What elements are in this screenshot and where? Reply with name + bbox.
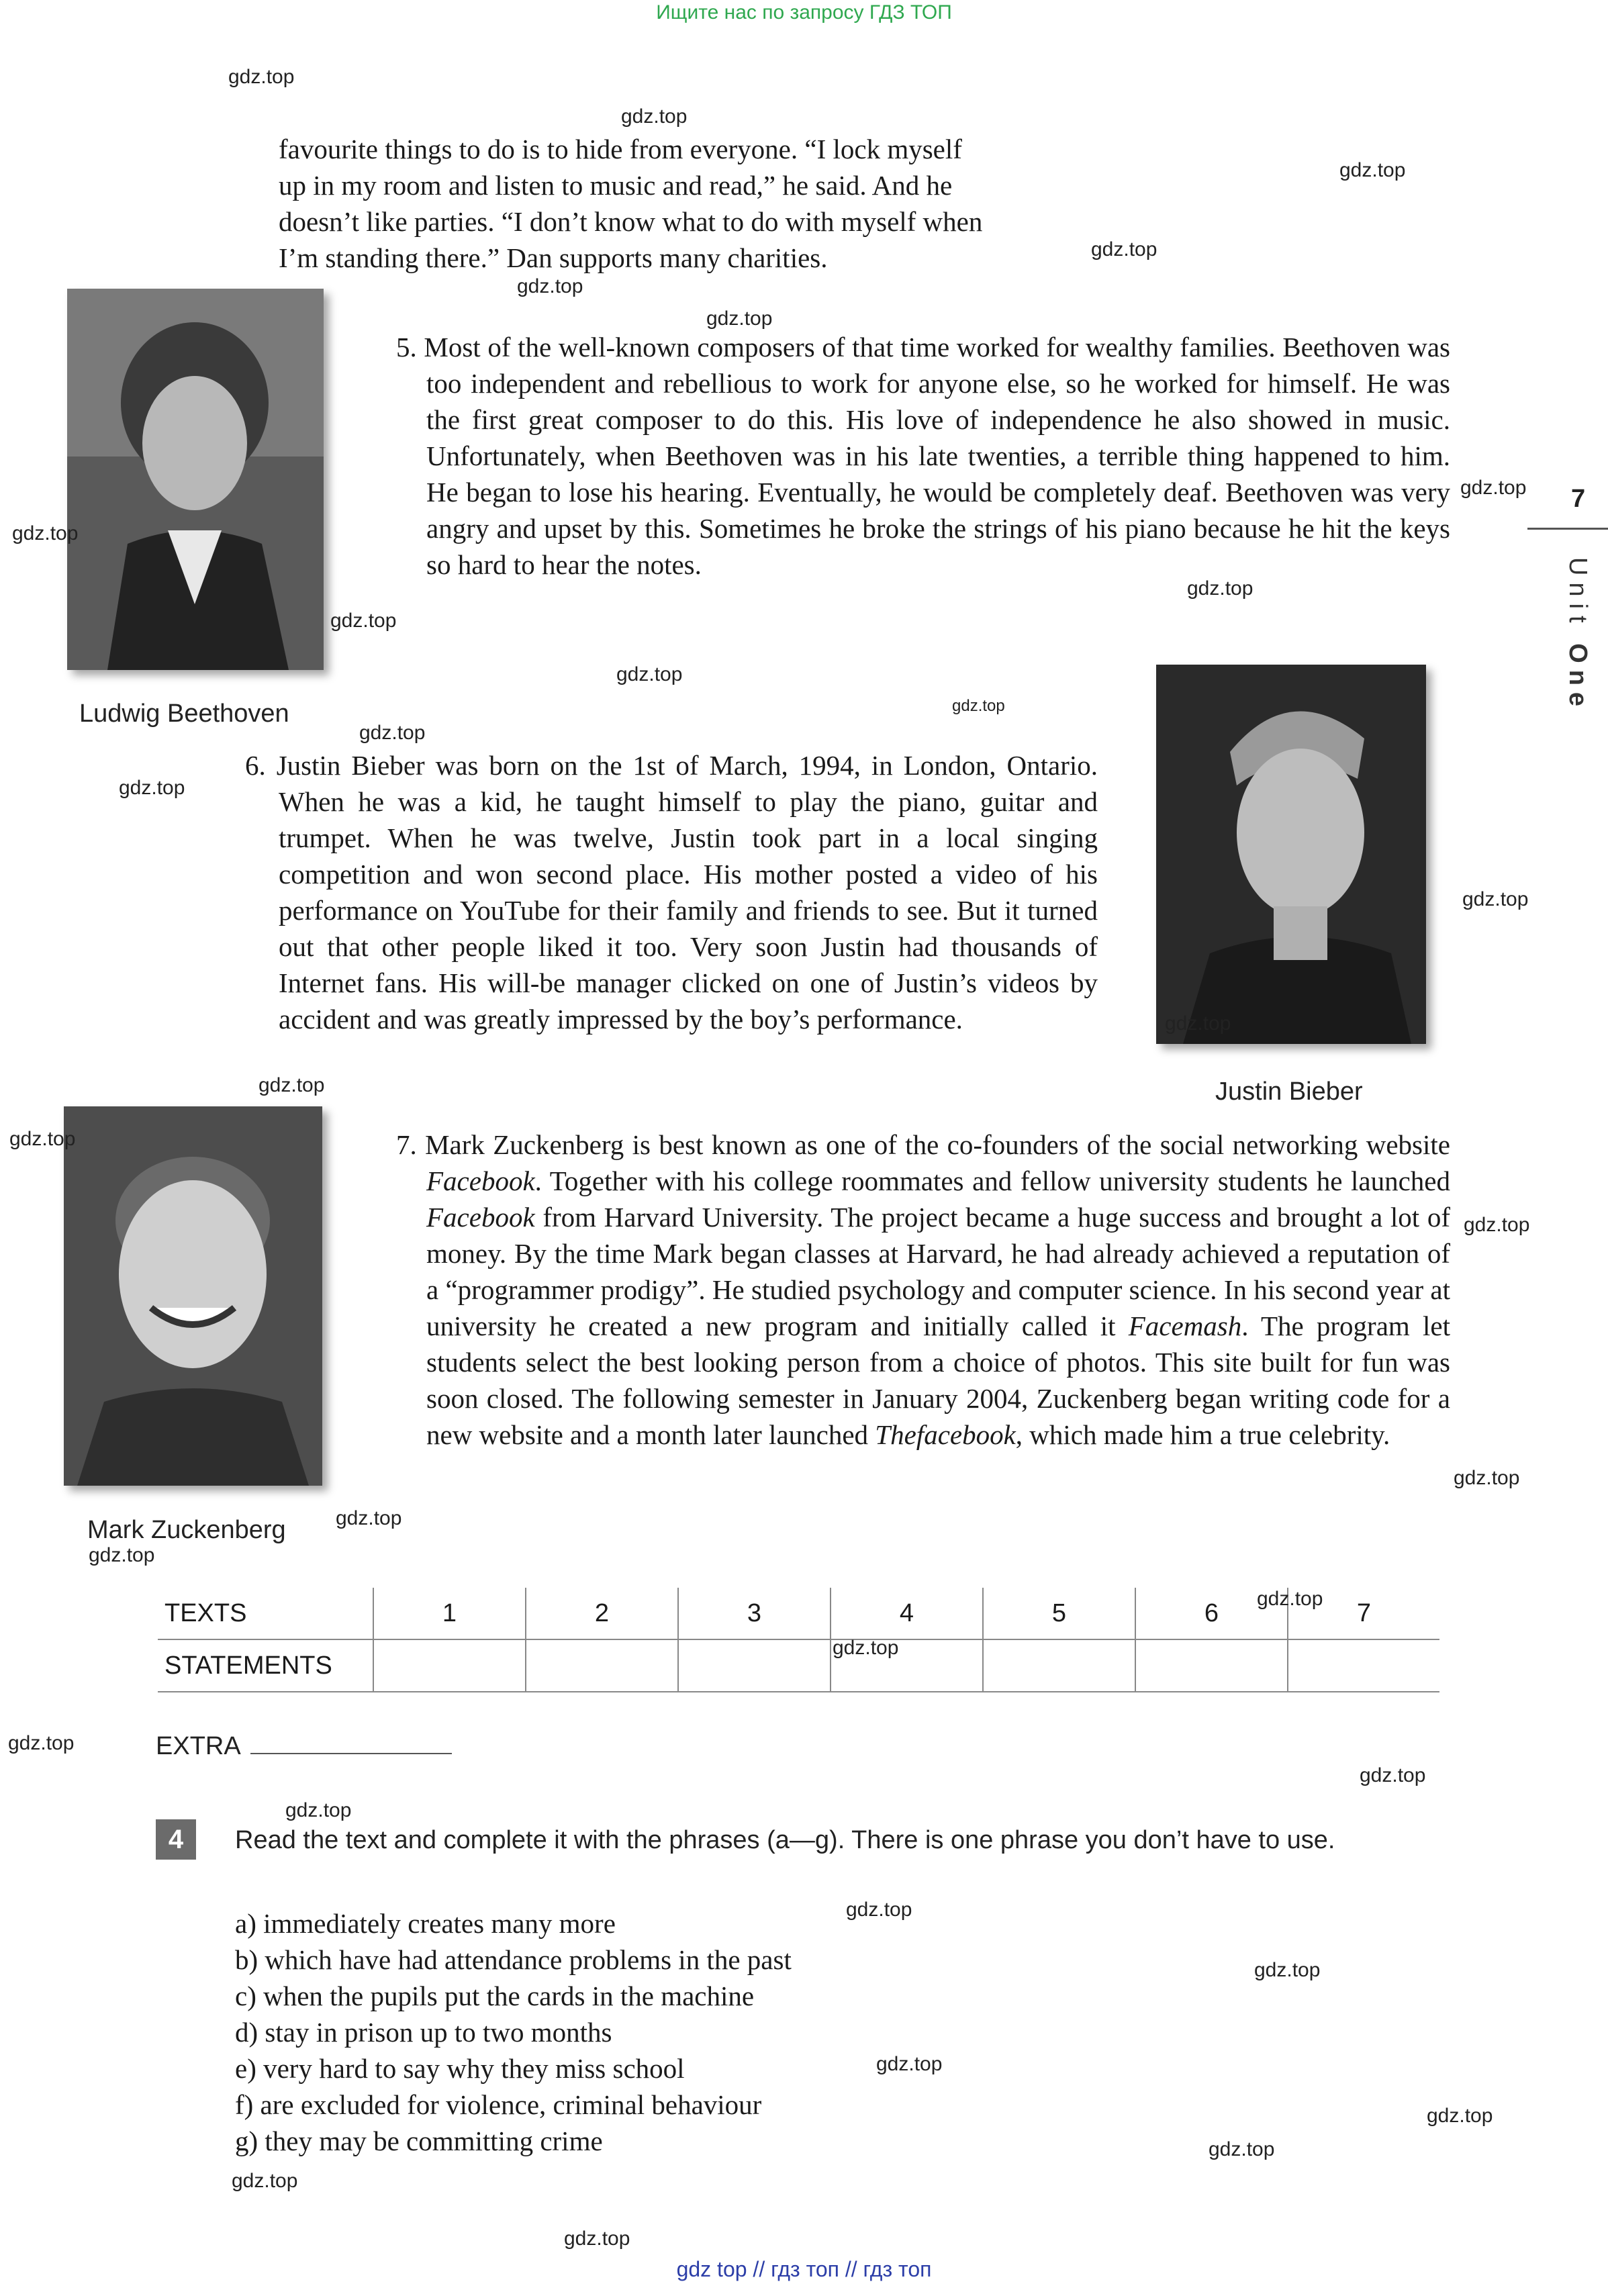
watermark: gdz.top bbox=[564, 2228, 630, 2250]
beethoven-photo bbox=[67, 289, 324, 670]
paragraph-7-italic: Facebook bbox=[426, 1202, 535, 1233]
texts-label: TEXTS bbox=[158, 1588, 373, 1639]
text-number-cell: 1 bbox=[373, 1588, 526, 1639]
phrase-option: g) they may be committing crime bbox=[235, 2125, 603, 2156]
table-row bbox=[158, 1588, 1439, 1639]
watermark: gdz.top bbox=[616, 663, 683, 685]
paragraph-7 bbox=[396, 1127, 1450, 1453]
paragraph-7-italic: Facemash bbox=[1128, 1310, 1242, 1341]
text-number-cell: 3 bbox=[678, 1588, 831, 1639]
watermark: gdz.top bbox=[706, 307, 773, 330]
beethoven-caption: Ludwig Beethoven bbox=[79, 700, 289, 728]
watermark: gdz.top bbox=[1464, 1214, 1530, 1236]
text-number-cell: 5 bbox=[983, 1588, 1135, 1639]
paragraph-7-part: . Together with his college roommates and fellow university students he launched bbox=[534, 1165, 1450, 1196]
statement-answer-cell[interactable] bbox=[526, 1639, 678, 1692]
top-banner-link[interactable]: Ищите нас по запросу ГДЗ ТОП bbox=[656, 1, 952, 23]
statement-answer-cell[interactable] bbox=[983, 1639, 1135, 1692]
intro-line: I’m standing there.” Dan supports many charities. bbox=[279, 242, 828, 273]
answers-table bbox=[158, 1588, 1439, 1692]
statement-answer-cell[interactable] bbox=[678, 1639, 831, 1692]
task-number-badge: 4 bbox=[156, 1819, 196, 1860]
paragraph-7-part: from Harvard University. The project became a huge success and brought a lot of money. By the time Mark began classes at Harvard, he had already achieved a reputation of a “programmer prodigy”. He studied psychology and computer science. In his second year at university he created a new program and initially called it bbox=[426, 1202, 1450, 1341]
phrase-option: f) are excluded for violence, criminal behaviour bbox=[235, 2089, 762, 2120]
unit-name: One bbox=[1564, 643, 1592, 714]
table-row bbox=[158, 1639, 1439, 1692]
statement-answer-cell[interactable] bbox=[373, 1639, 526, 1692]
watermark: gdz.top bbox=[232, 2170, 298, 2192]
watermark: gdz.top bbox=[1460, 477, 1527, 499]
intro-line: favourite things to do is to hide from everyone. “I lock myself bbox=[279, 134, 962, 164]
text-number-cell: 6 bbox=[1135, 1588, 1288, 1639]
watermark: gdz.top bbox=[1209, 2138, 1275, 2160]
watermark: gdz.top bbox=[1339, 159, 1406, 181]
phrase-option: e) very hard to say why they miss school bbox=[235, 2053, 685, 2084]
watermark: gdz.top bbox=[1254, 1959, 1321, 1981]
paragraph-6-text: 6. Justin Bieber was born on the 1st of March, 1994, in London, Ontario. When he was a kid, he taught himself to play the piano, guitar and trumpet. When he was twelve, Justin took part in a local singing competition and won second place. His mother posted a video of his performance on YouTube for their family and friends to see. But it turned out that other people liked it too. Very soon Justin had thousands of Internet fans. His will-be manager clicked on one of Justin’s videos by accident and was greatly impressed by the boy’s performance. bbox=[245, 750, 1098, 1035]
paragraph-7-part: 7. Mark Zuckenberg is best known as one of the co-founders of the social networking website bbox=[396, 1129, 1450, 1160]
watermark: gdz.top bbox=[1427, 2105, 1493, 2127]
paragraph-7-italic: Facebook bbox=[426, 1165, 535, 1196]
phrase-option: c) when the pupils put the cards in the machine bbox=[235, 1980, 755, 2011]
intro-line: up in my room and listen to music and read,” he said. And he bbox=[279, 170, 953, 201]
page-number: 7 bbox=[1571, 485, 1586, 513]
watermark: gdz.top bbox=[12, 522, 79, 544]
phrase-option: a) immediately creates many more bbox=[235, 1908, 616, 1939]
watermark: gdz.top bbox=[846, 1899, 912, 1921]
bottom-links[interactable]: gdz top // гдз топ // гдз топ bbox=[676, 2257, 932, 2281]
watermark: gdz.top bbox=[330, 610, 397, 632]
paragraph-7-part: . The program let students select the best looking person from a choice of photos. This site built for fun was soon closed. The following semester in January 2004, Zuckenberg began writing code for a new website and a month later launched bbox=[426, 1310, 1450, 1450]
zuckenberg-photo bbox=[64, 1106, 322, 1486]
statement-answer-cell[interactable] bbox=[1288, 1639, 1439, 1692]
watermark: gdz.top bbox=[1165, 1012, 1231, 1035]
watermark: gdz.top bbox=[258, 1074, 325, 1096]
extra-label: EXTRA bbox=[156, 1732, 241, 1760]
watermark: gdz.top bbox=[876, 2053, 943, 2075]
zuckenberg-caption: Mark Zuckenberg bbox=[87, 1516, 286, 1544]
statement-answer-cell[interactable] bbox=[1135, 1639, 1288, 1692]
phrase-option: d) stay in prison up to two months bbox=[235, 2017, 612, 2048]
text-number-cell: 2 bbox=[526, 1588, 678, 1639]
watermark: gdz.top bbox=[1454, 1467, 1520, 1489]
task-instruction: Read the text and complete it with the phrases (a—g). There is one phrase you don’t have to use. bbox=[235, 1826, 1335, 1854]
extra-answer-line[interactable] bbox=[250, 1733, 452, 1754]
bieber-photo bbox=[1156, 665, 1426, 1044]
extra-row bbox=[156, 1732, 452, 1761]
text-number-cell: 7 bbox=[1288, 1588, 1439, 1639]
watermark: gdz.top bbox=[336, 1507, 402, 1529]
phrase-options bbox=[235, 1905, 1242, 2159]
statements-label: STATEMENTS bbox=[158, 1639, 373, 1692]
watermark: gdz.top bbox=[9, 1128, 76, 1150]
watermark: gdz.top bbox=[1257, 1588, 1323, 1610]
watermark: gdz.top bbox=[89, 1544, 155, 1566]
paragraph-6 bbox=[245, 747, 1098, 1037]
intro-line: doesn’t like parties. “I don’t know what to do with myself when bbox=[279, 206, 983, 237]
watermark: gdz.top bbox=[119, 777, 185, 799]
side-divider bbox=[1527, 528, 1608, 530]
watermark: gdz.top bbox=[1091, 238, 1157, 260]
watermark: gdz.top bbox=[517, 275, 583, 297]
text-number-cell: 4 bbox=[831, 1588, 983, 1639]
unit-label bbox=[1563, 557, 1592, 713]
watermark: gdz.top bbox=[1187, 577, 1254, 600]
intro-paragraph bbox=[279, 131, 1111, 276]
watermark: gdz.top bbox=[1360, 1764, 1426, 1786]
paragraph-7-italic: Thefacebook bbox=[875, 1419, 1016, 1450]
watermark: gdz.top bbox=[952, 697, 1005, 715]
paragraph-5-text: 5. Most of the well-known composers of that time worked for wealthy families. Beethoven was too independent and rebellious to work for anyone else, so he worked for himself. He was the first great composer to do this. His love of independence he also showed in music. Unfortunately, when Beethoven was in his late twenties, a terrible thing happened to him. He began to lose his hearing. Eventually, he would be completely deaf. Beethoven was very angry and upset by this. Sometimes he broke the strings of his piano because he hit the keys so hard to hear the notes. bbox=[396, 332, 1450, 580]
paragraph-5 bbox=[396, 329, 1450, 583]
watermark: gdz.top bbox=[359, 722, 426, 744]
unit-word: Unit bbox=[1564, 557, 1592, 630]
paragraph-7-part: , which made him a true celebrity. bbox=[1015, 1419, 1390, 1450]
watermark: gdz.top bbox=[621, 105, 688, 128]
watermark: gdz.top bbox=[8, 1732, 75, 1754]
phrase-option: b) which have had attendance problems in the past bbox=[235, 1944, 792, 1975]
paragraph-7-text bbox=[396, 1127, 1450, 1453]
bieber-caption: Justin Bieber bbox=[1215, 1078, 1363, 1106]
watermark: gdz.top bbox=[1462, 888, 1529, 910]
watermark: gdz.top bbox=[228, 66, 295, 88]
watermark: gdz.top bbox=[285, 1799, 352, 1821]
watermark: gdz.top bbox=[833, 1637, 899, 1659]
